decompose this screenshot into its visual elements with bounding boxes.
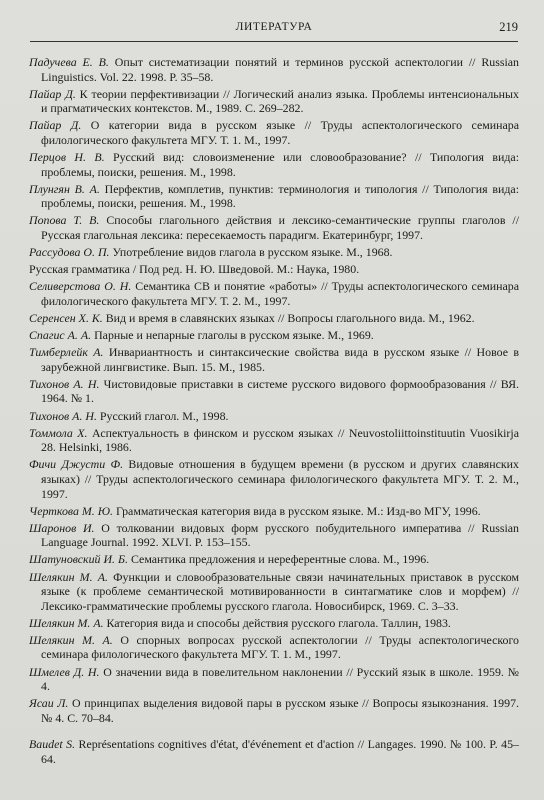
entry-author: Шелякин М. А. — [29, 569, 108, 584]
entry-text: О значении вида в повелительном наклонении // Русский язык в школе. 1959. № 4. — [41, 664, 519, 694]
entry-text: Грамматическая категория вида в русском языке. М.: Изд-во МГУ, 1996. — [113, 503, 481, 518]
bibliography-entry — [29, 311, 519, 326]
entry-text: Représentations cognitives d'état, d'événement et d'action // Langages. 1990. № 100. P. 45–64. — [41, 737, 519, 767]
entry-text: Опыт систематизации понятий и терминов русской аспектологии // Russian Linguistics. Vol. 22. 1998. P. 35–58. — [41, 55, 519, 84]
page-number: 219 — [499, 20, 518, 34]
entry-text: Чистовидовые приставки в системе русского видового формообразования // ВЯ. 1964. № 1. — [41, 376, 519, 406]
entry-text: Употребление видов глагола в русском языке. М., 1968. — [109, 245, 393, 260]
bibliography-entry — [29, 426, 519, 455]
entry-text: Русский вид: словоизменение или словообразование? // Типология вида: проблемы, поиски, решения. М., 1998. — [41, 150, 520, 179]
bibliography-entry — [29, 552, 519, 567]
entry-text: Аспектуальность в финском и русском языках // Neuvostoliittoinstituutin Vuosikirja 28. Helsinki, 1986. — [41, 425, 519, 455]
bibliography-entry — [29, 457, 519, 501]
bibliography-entry — [29, 118, 519, 147]
entry-author: Тихонов А. Н. — [29, 376, 100, 391]
bibliography-entry — [29, 570, 519, 614]
bibliography-entry — [29, 616, 519, 631]
entry-author: Спагис А. А. — [29, 328, 92, 343]
entry-author: Тихонов А. Н. — [29, 408, 97, 423]
entry-author: Селиверстова О. Н. — [29, 279, 132, 294]
entry-author: Шаронов И. — [29, 520, 95, 535]
bibliography-entry — [29, 55, 519, 84]
entry-author: Серенсен Х. К. — [29, 311, 103, 325]
bibliography-entry — [29, 213, 519, 242]
entry-text: Семантика СВ и понятие «работы» // Труды аспектологического семинара филологического факультета МГУ. Т. 2. М., 1997. — [41, 279, 519, 308]
bibliography-list — [29, 55, 519, 769]
entry-text: Семантика предложения и нереферентные слова. М., 1996. — [128, 552, 430, 567]
running-title: ЛИТЕРАТУРА — [235, 21, 313, 33]
entry-text: Функции и словообразовательные связи начинательных приставок в русском языке (к проблеме семантической мотивированности в синтагматике слов и морфем) // Лексико-грамматические проблемы русского глагола. Новосибирск, 1969. С. 3–33. — [41, 569, 519, 613]
entry-author: Тимберлейк А. — [29, 345, 104, 360]
entry-author: Baudet S. — [29, 737, 76, 752]
bibliography-entry — [29, 328, 519, 343]
bibliography-entry — [29, 279, 519, 308]
entry-text: О принципах выделения видовой пары в русском языке // Вопросы языкознания. 1997. № 4. С. 70–84. — [41, 696, 519, 725]
bibliography-entry — [29, 696, 519, 725]
entry-text: О толковании видовых форм русского побудительного императива // Russian Language Journal. 1992. XLVI. P. 153–155. — [41, 520, 520, 550]
bibliography-entry — [29, 521, 519, 550]
entry-text: О спорных вопросах русской аспектологии // Труды аспектологического семинара филологического факультета МГУ. Т. 1. М., 1997. — [41, 632, 520, 662]
bibliography-entry — [29, 150, 519, 179]
entry-author: Падучева Е. В. — [29, 55, 109, 69]
entry-author: Пайар Д. — [29, 86, 76, 101]
bibliography-entry — [29, 633, 519, 662]
entry-author: Плунгян В. А. — [29, 181, 100, 196]
bibliography-entry — [29, 504, 519, 519]
entry-text: Видовые отношения в будущем времени (в русском и других славянских языках) // Труды аспектологического семинара филологического факультета МГУ. Т. 2. М., 1997. — [41, 457, 519, 501]
entry-text: Русская грамматика / Под ред. Н. Ю. Шведовой. М.: Наука, 1980. — [29, 262, 360, 277]
entry-text: Инвариантность и синтаксические свойства вида в русском языке // Новое в зарубежной лингвистике. Вып. 15. М., 1985. — [41, 345, 519, 374]
entry-text: О категории вида в русском языке // Труды аспектологического семинара филологического факультета МГУ. Т. 1. М., 1997. — [41, 118, 519, 147]
entry-author: Томмола Х. — [29, 425, 88, 440]
entry-text: Парные и непарные глаголы в русском языке. М., 1969. — [91, 328, 374, 343]
bibliography-entry — [29, 182, 519, 211]
bibliography-entry — [29, 345, 519, 374]
bibliography-entry — [29, 87, 519, 116]
bibliography-entry — [29, 245, 519, 260]
entry-text: Категория вида и способы действия русского глагола. Таллин, 1983. — [103, 615, 451, 630]
running-header — [30, 19, 518, 42]
entry-author: Рассудова О. П. — [29, 245, 110, 260]
entry-text: Способы глагольного действия и лексико-семантические группы глаголов // Русская глагольная лексика: пересекаемость парадигм. Екатеринбург, 1997. — [41, 213, 520, 243]
entry-author: Ясаи Л. — [29, 696, 69, 711]
bibliography-entry — [29, 737, 519, 766]
bibliography-entry — [29, 377, 519, 406]
bibliography-entry — [29, 665, 519, 694]
entry-author: Пайар Д. — [29, 118, 82, 133]
bibliography-entry — [29, 262, 519, 277]
entry-author: Черткова М. Ю. — [29, 503, 113, 518]
entry-author: Попова Т. В. — [29, 213, 100, 228]
entry-author: Шелякин М. А. — [29, 632, 113, 647]
entry-author: Шмелев Д. Н. — [29, 664, 100, 679]
entry-author: Шелякин М. А. — [29, 615, 104, 630]
bibliography-entry — [29, 409, 519, 424]
entry-author: Перцов Н. В. — [29, 150, 105, 165]
entry-text: Вид и время в славянских языках // Вопросы глагольного вида. М., 1962. — [102, 311, 475, 325]
entry-author: Шатуновский И. Б. — [29, 552, 128, 567]
entry-text: Перфектив, комплетив, пунктив: терминология и типология // Типология вида: проблемы, поиски, решения. М., 1998. — [41, 181, 519, 211]
entry-text: К теории перфективизации // Логический анализ языка. Проблемы интенсиональных и прагматических контекстов. М., 1989. С. 269–282. — [41, 86, 519, 116]
entry-text: Русский глагол. М., 1998. — [96, 408, 229, 423]
entry-author: Фичи Джусти Ф. — [29, 457, 124, 472]
